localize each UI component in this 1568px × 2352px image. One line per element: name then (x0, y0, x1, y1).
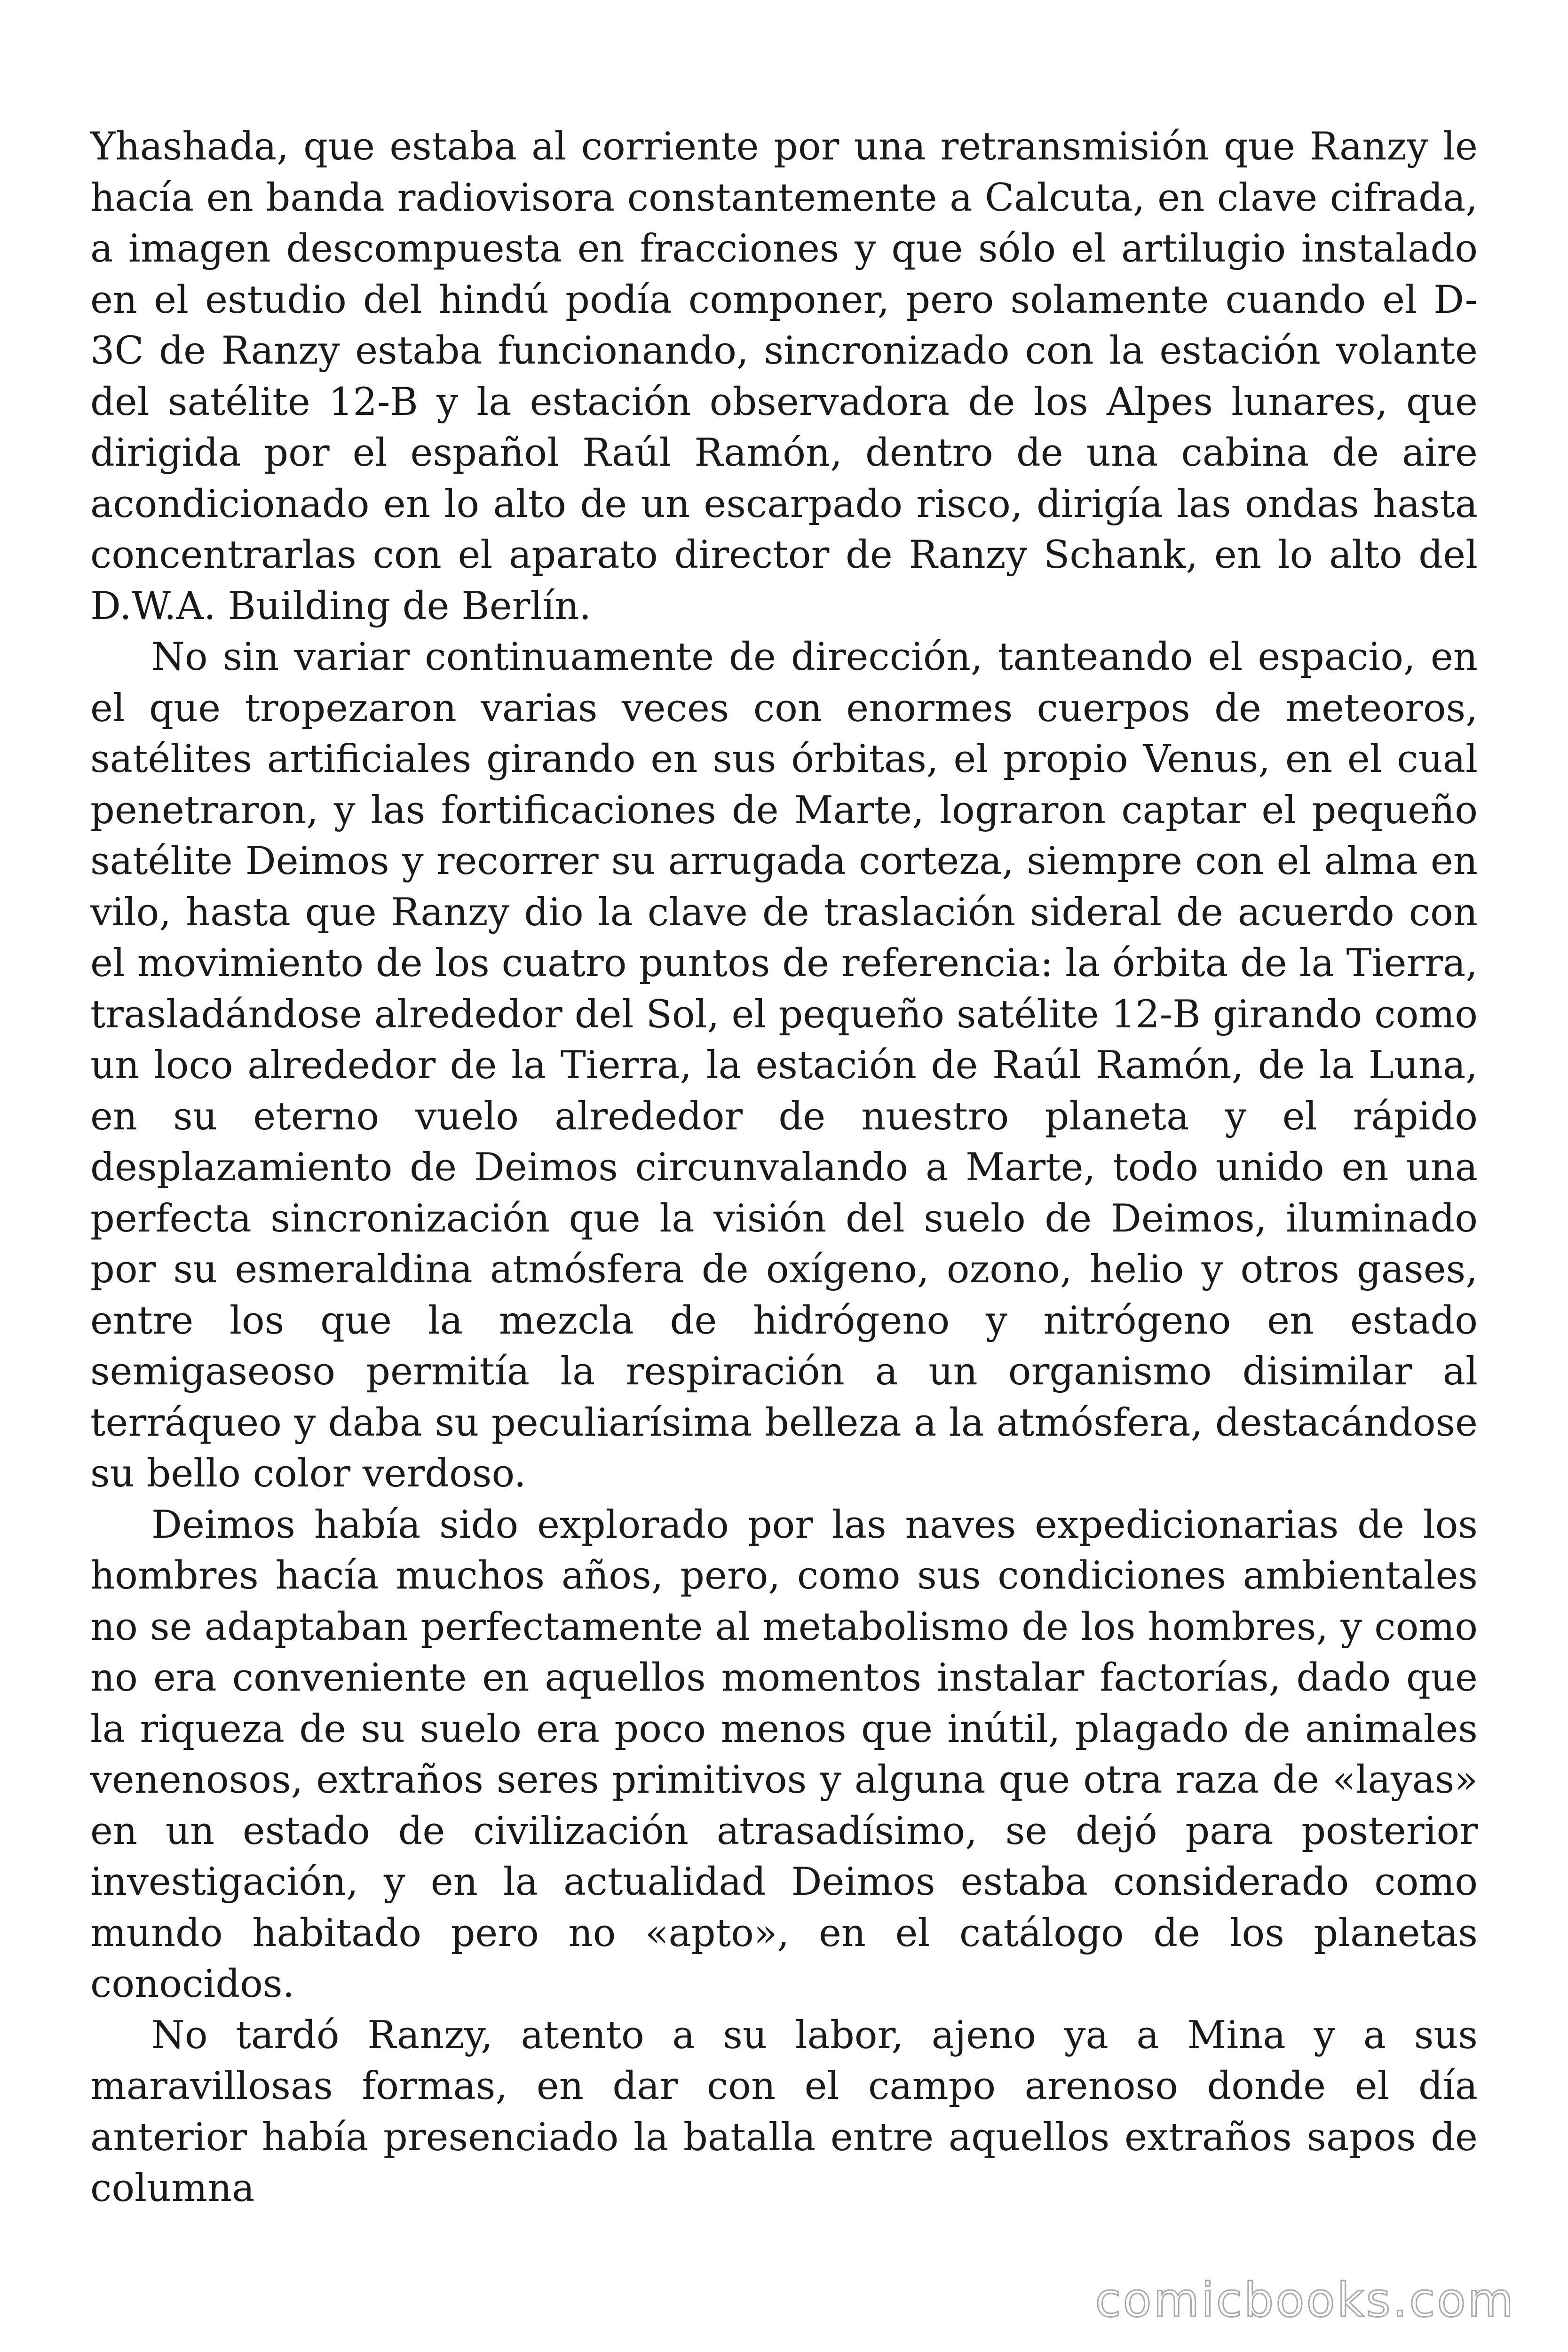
paragraph-2: No sin variar continuamente de dirección, tanteando el espacio, en el que tropezaron varias veces con enormes cuerpos de meteoros, satélites artificiales girando en sus órbitas, el propio Venus, en el cual penetraron, y las fortificaciones de Marte, lograron captar el pequeño satélite Deimos y recorrer su arrugada corteza, siempre con el alma en vilo, hasta que Ranzy dio la clave de traslación sideral de acuerdo con el movimiento de los cuatro puntos de referencia: la órbita de la Tierra, trasladándose alrededor del Sol, el pequeño satélite 12-B girando como un loco alrededor de la Tierra, la estación de Raúl Ramón, de la Luna, en su eterno vuelo alrededor de nuestro planeta y el rápido desplazamiento de Deimos circunvalando a Marte, todo unido en una perfecta sincronización que la visión del suelo de Deimos, iluminado por su esmeraldina atmósfera de oxígeno, ozono, helio y otros gases, entre los que la mezcla de hidrógeno y nitrógeno en estado semigaseoso permitía la respiración a un organismo disimilar al terráqueo y daba su peculiarísima belleza a la atmósfera, destacándose su bello color verdoso. (90, 635, 1478, 1496)
paragraph-3: Deimos había sido explorado por las naves expedicionarias de los hombres hacía muchos años, pero, como sus condiciones ambientales no se adaptaban perfectamente al metabolismo de los hombres, y como no era conveniente en aquellos momentos instalar factorías, dado que la riqueza de su suelo era poco menos que inútil, plagado de animales venenosos, extraños seres primitivos y alguna que otra raza de «layas» en un estado de civilización atrasadísimo, se dejó para posterior investigación, y en la actualidad Deimos estaba considerado como mundo habitado pero no «apto», en el catálogo de los planetas conocidos. (90, 1502, 1478, 2006)
page-body (90, 121, 1478, 2214)
watermark: comicbooks.com (1095, 2273, 1515, 2328)
paragraph-4: No tardó Ranzy, atento a su labor, ajeno ya a Mina y a sus maravillosas formas, en dar con el campo arenoso donde el día anterior había presenciado la batalla entre aquellos extraños sapos de columna (90, 2013, 1478, 2210)
paragraph-1: Yhashada, que estaba al corriente por una retransmisión que Ranzy le hacía en banda radiovisora constantemente a Calcuta, en clave cifrada, a imagen descompuesta en fracciones y que sólo el artilugio instalado en el estudio del hindú podía componer, pero solamente cuando el D-3C de Ranzy estaba funcionando, sincronizado con la estación volante del satélite 12-B y la estación observadora de los Alpes lunares, que dirigida por el español Raúl Ramón, dentro de una cabina de aire acondicionado en lo alto de un escarpado risco, dirigía las ondas hasta concentrarlas con el aparato director de Ranzy Schank, en lo alto del D.W.A. Building de Berlín. (90, 125, 1478, 628)
